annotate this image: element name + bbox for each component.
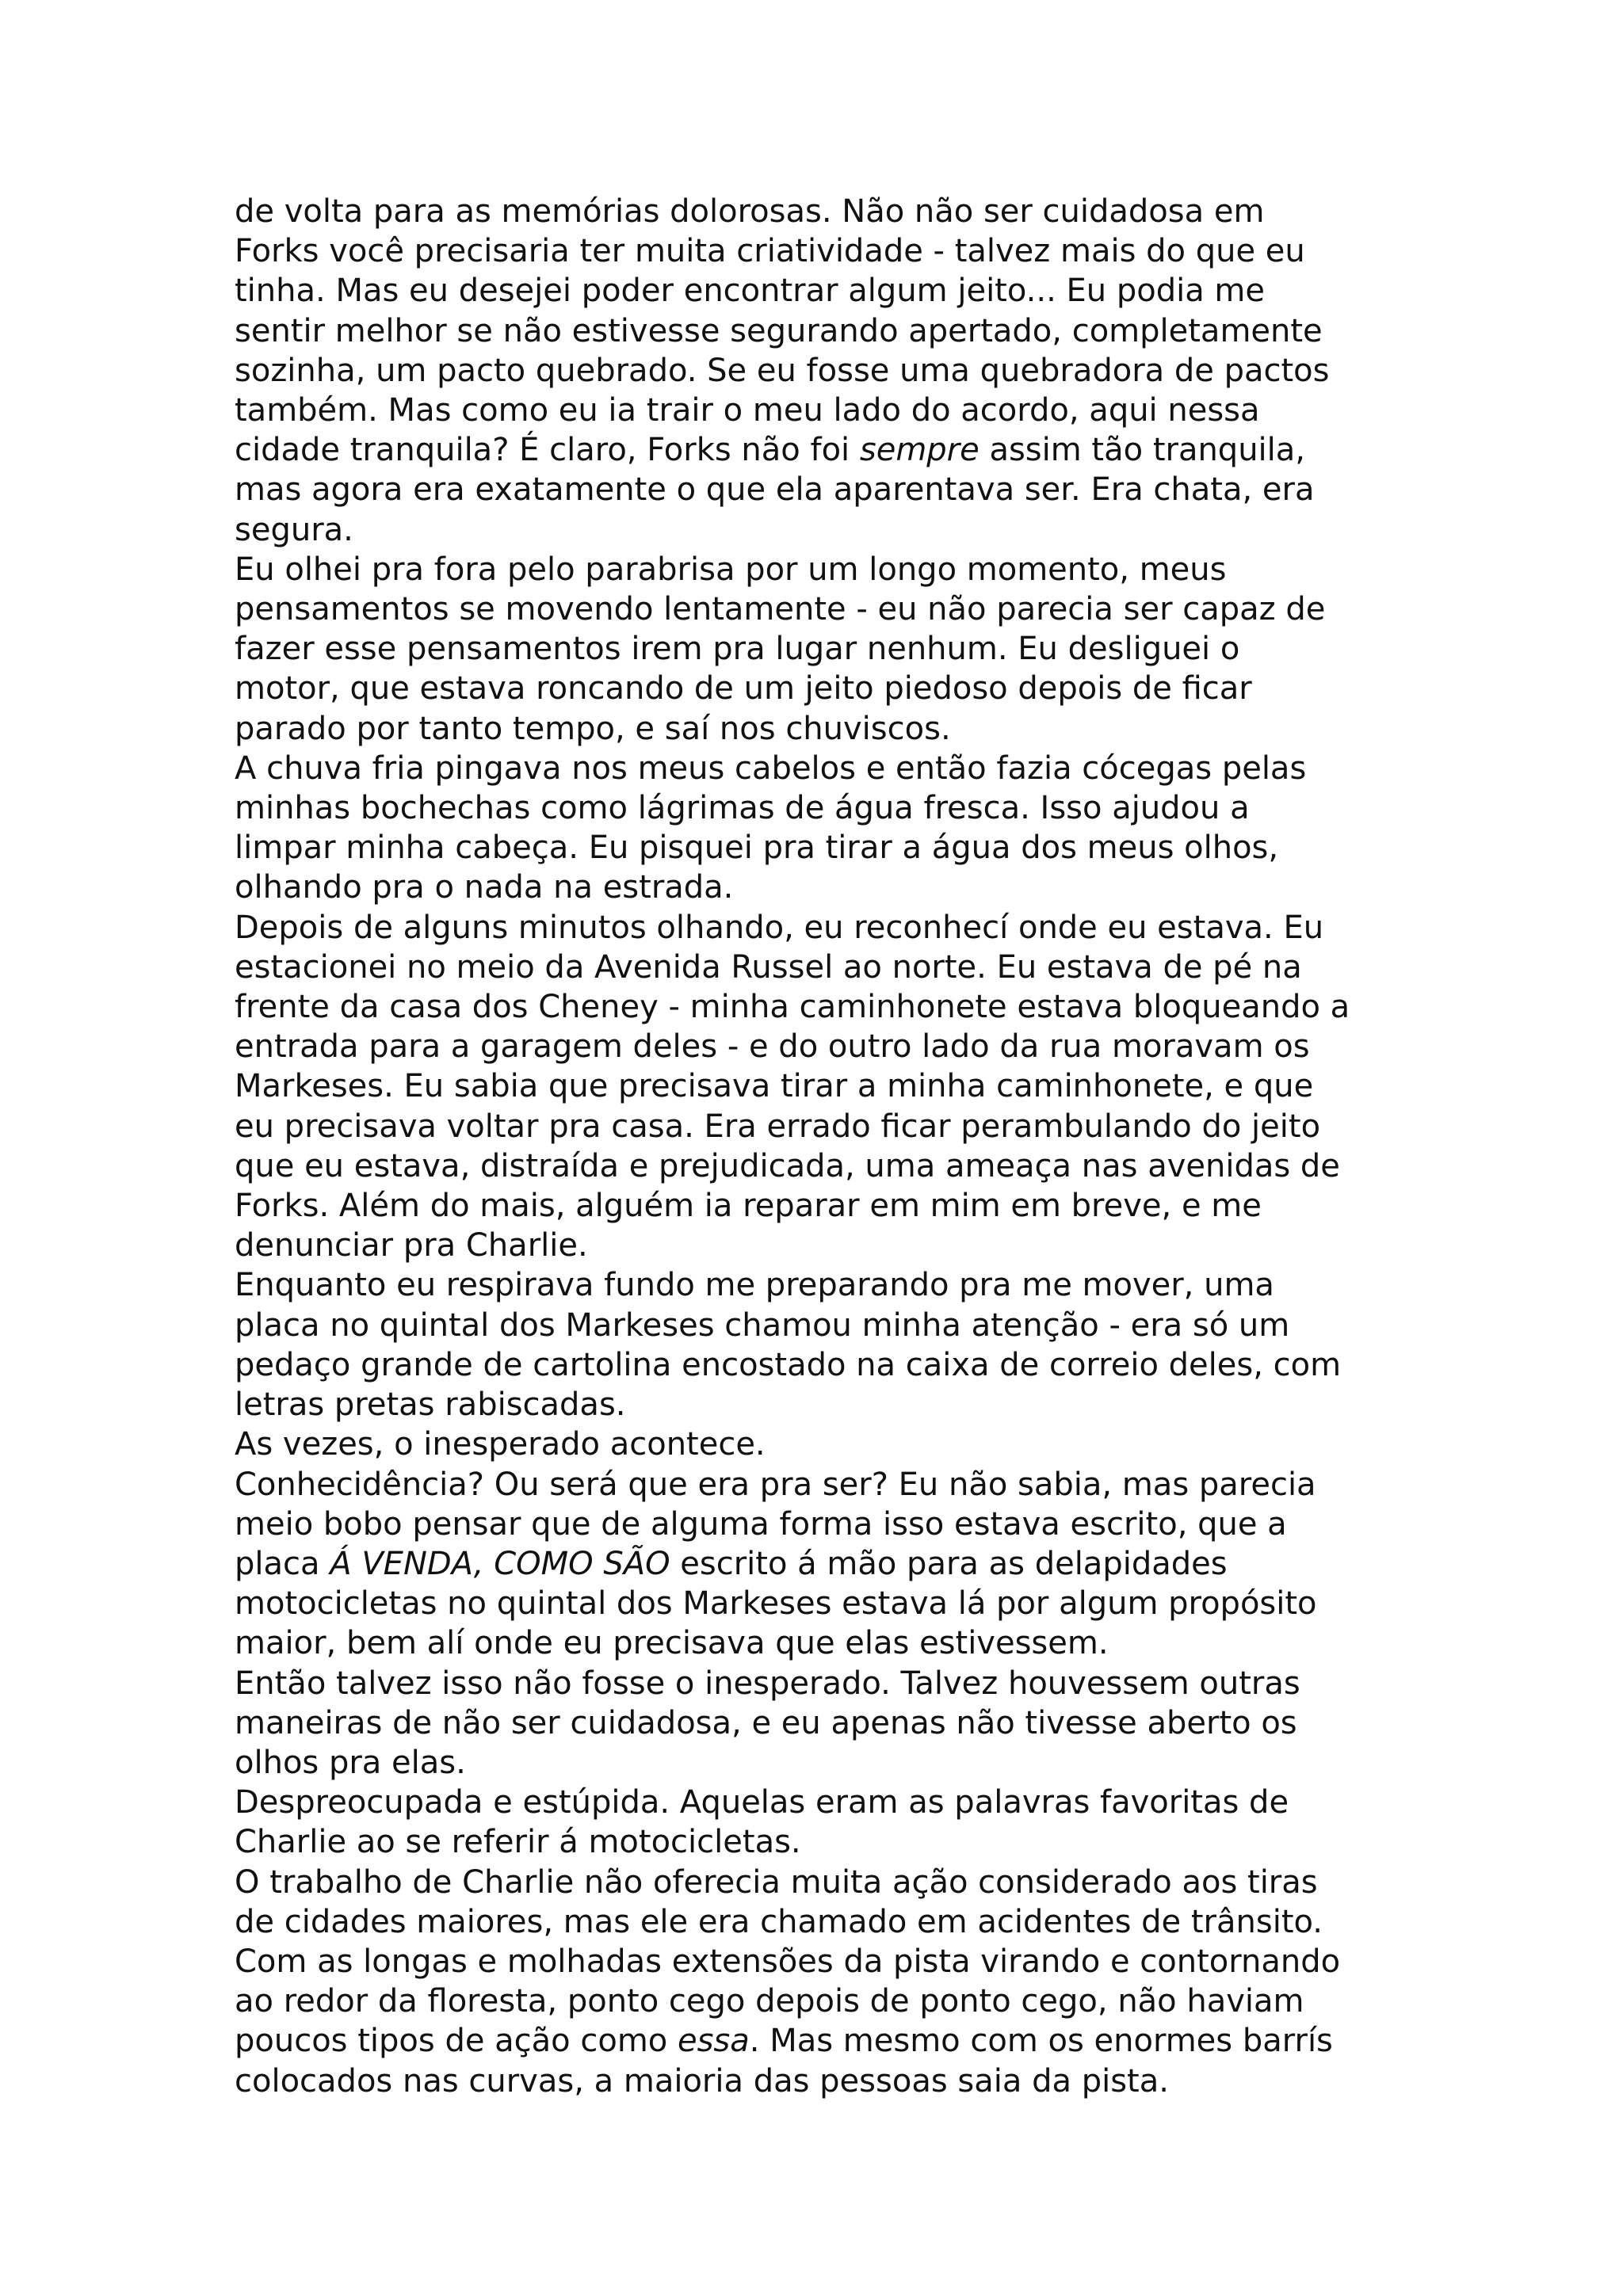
- text-line: [235, 1425, 1423, 1464]
- italic-text: essa: [677, 2023, 750, 2060]
- text-run: Charlie ao se referir á motocicletas.: [235, 1824, 801, 1861]
- text-run: poucos tipos de ação como: [235, 2023, 678, 2060]
- paragraph: [235, 192, 1423, 550]
- text-run: Markeses. Eu sabia que precisava tirar a minha caminhonete, e que: [235, 1068, 1314, 1105]
- text-run: A chuva fria pingava nos meus cabelos e então fazia cócegas pelas: [235, 749, 1307, 787]
- text-line: [235, 351, 1423, 391]
- text-run: Forks. Além do mais, alguém ia reparar em mim em breve, e me: [235, 1188, 1262, 1225]
- text-line: [235, 1822, 1423, 1862]
- text-run: fazer esse pensamentos irem pra lugar nenhum. Eu desliguei o: [235, 631, 1240, 668]
- text-line: [235, 589, 1423, 629]
- text-run: limpar minha cabeça. Eu pisquei pra tirar a água dos meus olhos,: [235, 830, 1279, 867]
- text-run: O trabalho de Charlie não oferecia muita ação considerado aos tiras: [235, 1863, 1318, 1901]
- text-line: [235, 1623, 1423, 1663]
- text-line: [235, 1664, 1423, 1703]
- text-line: [235, 1265, 1423, 1305]
- paragraph: [235, 749, 1423, 908]
- text-line: [235, 1186, 1423, 1226]
- text-line: [235, 788, 1423, 828]
- text-run: meio bobo pensar que de alguma forma isso estava escrito, que a: [235, 1505, 1287, 1543]
- text-run: ao redor da floresta, ponto cego depois de ponto cego, não haviam: [235, 1983, 1304, 2020]
- text-run: placa no quintal dos Markeses chamou minha atenção - era só um: [235, 1306, 1290, 1344]
- text-run: parado por tanto tempo, e saí nos chuviscos.: [235, 710, 951, 747]
- text-line: [235, 1942, 1423, 1981]
- text-line: [235, 271, 1423, 311]
- text-line: [235, 749, 1423, 788]
- text-line: [235, 192, 1423, 231]
- text-run: assim tão tranquila,: [979, 432, 1306, 469]
- italic-text: Á VENDA, COMO SÃO: [330, 1545, 670, 1582]
- paragraph: [235, 908, 1423, 1266]
- text-line: [235, 430, 1423, 470]
- text-run: de cidades maiores, mas ele era chamado em acidentes de trânsito.: [235, 1903, 1323, 1940]
- text-line: [235, 1743, 1423, 1783]
- text-line: [235, 1981, 1423, 2021]
- text-run: olhando pra o nada na estrada.: [235, 869, 734, 906]
- text-run: mas agora era exatamente o que ela aparentava ser. Era chata, era: [235, 471, 1315, 509]
- text-run: Conhecidência? Ou será que era pra ser? Eu não sabia, mas parecia: [235, 1466, 1316, 1503]
- paragraph: [235, 550, 1423, 749]
- text-line: [235, 510, 1423, 550]
- text-run: maneiras de não ser cuidadosa, e eu apenas não tivesse aberto os: [235, 1704, 1297, 1741]
- text-line: [235, 868, 1423, 907]
- text-line: [235, 1863, 1423, 1902]
- text-run: também. Mas como eu ia trair o meu lado do acordo, aqui nessa: [235, 392, 1260, 429]
- text-line: [235, 629, 1423, 669]
- text-run: entrada para a garagem deles - e do outro lado da rua moravam os: [235, 1028, 1310, 1066]
- text-run: sentir melhor se não estivesse segurando apertado, completamente: [235, 312, 1323, 349]
- text-run: colocados nas curvas, a maioria das pessoas saia da pista.: [235, 2062, 1169, 2100]
- text-run: olhos pra elas.: [235, 1744, 466, 1781]
- text-run: letras pretas rabiscadas.: [235, 1386, 626, 1424]
- text-line: [235, 948, 1423, 987]
- text-run: pedaço grande de cartolina encostado na caixa de correio deles, com: [235, 1346, 1342, 1383]
- paragraph: [235, 1425, 1423, 1464]
- text-run: Depois de alguns minutos olhando, eu reconhecí onde eu estava. Eu: [235, 909, 1324, 946]
- text-run: frente da casa dos Cheney - minha caminhonete estava bloqueando a: [235, 989, 1350, 1026]
- text-run: eu precisava voltar pra casa. Era errado ficar perambulando do jeito: [235, 1108, 1321, 1145]
- text-run: tinha. Mas eu desejei poder encontrar algum jeito... Eu podia me: [235, 273, 1265, 310]
- text-run: Então talvez isso não fosse o inesperado. Talvez houvessem outras: [235, 1665, 1300, 1702]
- text-run: motor, que estava roncando de um jeito piedoso depois de ficar: [235, 670, 1252, 707]
- text-run: minhas bochechas como lágrimas de água fresca. Isso ajudou a: [235, 790, 1250, 827]
- text-line: [235, 1385, 1423, 1425]
- italic-text: sempre: [859, 432, 980, 469]
- text-line: [235, 1703, 1423, 1743]
- text-line: [235, 550, 1423, 589]
- text-line: [235, 1902, 1423, 1942]
- text-line: [235, 908, 1423, 948]
- text-line: [235, 1027, 1423, 1066]
- text-line: [235, 1107, 1423, 1146]
- text-run: estacionei no meio da Avenida Russel ao norte. Eu estava de pé na: [235, 948, 1302, 986]
- text-run: Enquanto eu respirava fundo me preparando pra me mover, uma: [235, 1267, 1274, 1304]
- text-run: de volta para as memórias dolorosas. Não não ser cuidadosa em: [235, 193, 1265, 230]
- text-line: [235, 669, 1423, 708]
- text-line: [235, 2061, 1423, 2101]
- text-line: [235, 828, 1423, 868]
- text-line: [235, 1345, 1423, 1385]
- text-run: placa: [235, 1545, 330, 1582]
- text-line: [235, 1226, 1423, 1265]
- text-line: [235, 1783, 1423, 1822]
- text-line: [235, 391, 1423, 430]
- paragraph: [235, 1664, 1423, 1783]
- paragraph: [235, 1783, 1423, 1862]
- text-run: cidade tranquila? É claro, Forks não foi: [235, 432, 860, 469]
- text-run: Despreocupada e estúpida. Aquelas eram as palavras favoritas de: [235, 1784, 1289, 1821]
- text-run: que eu estava, distraída e prejudicada, uma ameaça nas avenidas de: [235, 1147, 1340, 1184]
- text-run: maior, bem alí onde eu precisava que elas estivessem.: [235, 1625, 1109, 1662]
- text-run: Forks você precisaria ter muita criatividade - talvez mais do que eu: [235, 233, 1305, 270]
- text-line: [235, 231, 1423, 271]
- text-run: Com as longas e molhadas extensões da pista virando e contornando: [235, 1943, 1341, 1980]
- text-run: segura.: [235, 511, 353, 548]
- text-run: Eu olhei pra fora pelo parabrisa por um longo momento, meus: [235, 551, 1227, 588]
- text-line: [235, 1544, 1423, 1584]
- text-run: sozinha, um pacto quebrado. Se eu fosse uma quebradora de pactos: [235, 352, 1330, 389]
- text-line: [235, 709, 1423, 749]
- text-run: As vezes, o inesperado acontece.: [235, 1426, 766, 1463]
- text-line: [235, 1066, 1423, 1106]
- text-run: escrito á mão para as delapidades: [670, 1545, 1228, 1582]
- text-run: . Mas mesmo com os enormes barrís: [749, 2023, 1333, 2060]
- text-line: [235, 311, 1423, 351]
- text-line: [235, 470, 1423, 509]
- text-run: motocicletas no quintal dos Markeses estava lá por algum propósito: [235, 1585, 1317, 1623]
- text-line: [235, 1146, 1423, 1186]
- text-run: denunciar pra Charlie.: [235, 1227, 588, 1264]
- paragraph: [235, 1265, 1423, 1425]
- paragraph: [235, 1465, 1423, 1664]
- text-line: [235, 1584, 1423, 1623]
- text-run: pensamentos se movendo lentamente - eu não parecia ser capaz de: [235, 591, 1326, 628]
- text-line: [235, 987, 1423, 1027]
- text-line: [235, 1465, 1423, 1505]
- text-line: [235, 1306, 1423, 1345]
- text-line: [235, 1505, 1423, 1544]
- body-text: [235, 192, 1423, 2101]
- paragraph: [235, 1863, 1423, 2101]
- text-line: [235, 2021, 1423, 2061]
